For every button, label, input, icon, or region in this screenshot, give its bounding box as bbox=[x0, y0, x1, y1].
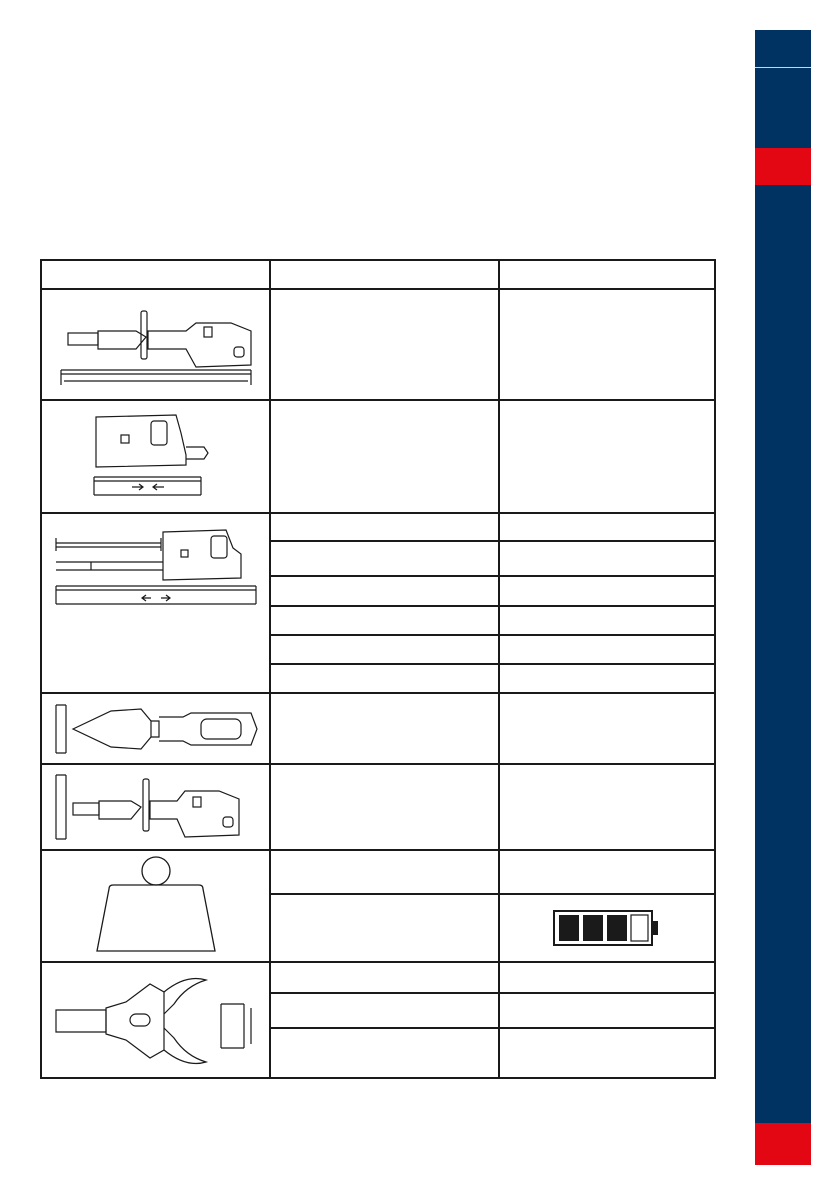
table-row bbox=[41, 962, 715, 993]
tool-width-illustration bbox=[41, 764, 270, 850]
value-cell bbox=[499, 576, 715, 606]
value-cell bbox=[499, 693, 715, 764]
value-cell bbox=[499, 664, 715, 693]
tool-length-icon bbox=[56, 295, 256, 395]
value-cell bbox=[499, 962, 715, 993]
value-cell bbox=[270, 541, 499, 576]
value-cell bbox=[499, 400, 715, 513]
value-cell bbox=[270, 576, 499, 606]
battery-three-quarter-icon bbox=[552, 908, 662, 948]
body-length-icon bbox=[56, 407, 256, 507]
stroke-illustration bbox=[41, 513, 270, 693]
value-cell bbox=[270, 289, 499, 400]
side-tab-marker-top bbox=[755, 148, 811, 185]
value-cell bbox=[270, 894, 499, 962]
spec-table bbox=[40, 259, 716, 1079]
weight-icon bbox=[91, 853, 221, 959]
cutting-opening-icon bbox=[46, 970, 266, 1070]
stroke-icon bbox=[51, 518, 261, 688]
value-cell bbox=[499, 513, 715, 541]
tool-length-illustration bbox=[41, 289, 270, 400]
value-cell bbox=[499, 993, 715, 1028]
table-row bbox=[41, 289, 715, 400]
table-row bbox=[41, 850, 715, 894]
value-cell bbox=[270, 513, 499, 541]
value-cell bbox=[499, 764, 715, 850]
header-cell bbox=[41, 260, 270, 289]
table-row bbox=[41, 513, 715, 541]
value-cell bbox=[499, 850, 715, 894]
table-header-row bbox=[41, 260, 715, 289]
body-length-illustration bbox=[41, 400, 270, 513]
side-tab-divider bbox=[755, 67, 811, 68]
value-cell bbox=[499, 541, 715, 576]
battery-cell bbox=[499, 894, 715, 962]
value-cell bbox=[270, 606, 499, 635]
value-cell bbox=[270, 400, 499, 513]
value-cell bbox=[270, 850, 499, 894]
value-cell bbox=[270, 664, 499, 693]
cutting-opening-illustration bbox=[41, 962, 270, 1078]
value-cell bbox=[270, 993, 499, 1028]
value-cell bbox=[270, 635, 499, 664]
side-tab bbox=[755, 30, 811, 1165]
value-cell bbox=[499, 289, 715, 400]
table-row bbox=[41, 693, 715, 764]
spreading-width-icon bbox=[51, 699, 261, 759]
value-cell bbox=[270, 1028, 499, 1078]
value-cell bbox=[270, 693, 499, 764]
value-cell bbox=[499, 606, 715, 635]
side-tab-marker-bottom bbox=[755, 1123, 811, 1165]
value-cell bbox=[270, 962, 499, 993]
value-cell bbox=[499, 1028, 715, 1078]
table-row bbox=[41, 400, 715, 513]
spreading-width-illustration bbox=[41, 693, 270, 764]
header-cell bbox=[499, 260, 715, 289]
table-row bbox=[41, 764, 715, 850]
value-cell bbox=[270, 764, 499, 850]
tool-width-icon bbox=[51, 769, 261, 845]
weight-illustration bbox=[41, 850, 270, 962]
value-cell bbox=[499, 635, 715, 664]
header-cell bbox=[270, 260, 499, 289]
